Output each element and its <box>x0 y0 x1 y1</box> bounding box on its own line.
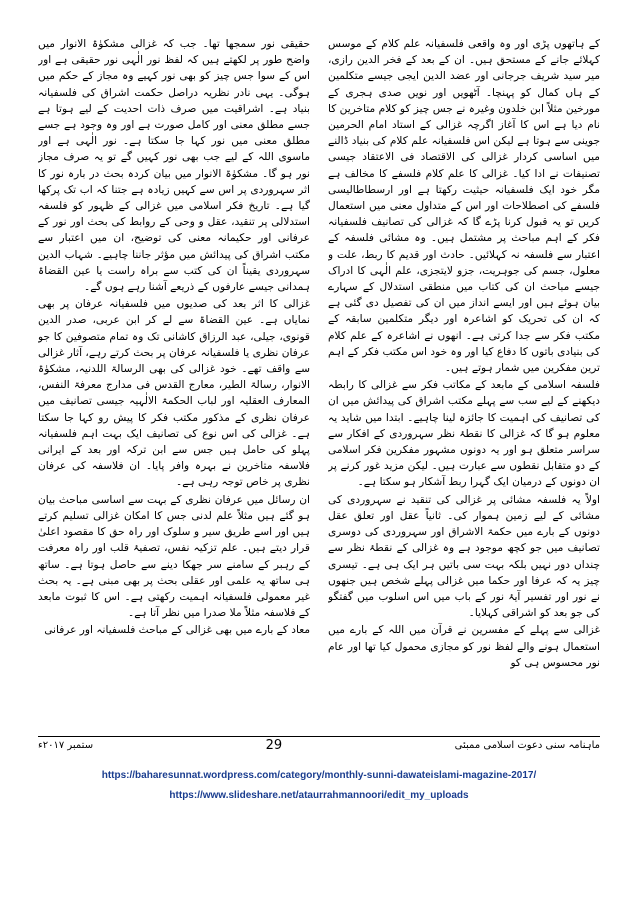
left-paragraph-2: غزالی کا اثر بعد کی صدیوں میں فلسفیانہ عرفان پر بھی نمایاں ہے۔ عین القضاۃ سے لے کر ابن عربی، صدر الدین قونوی، جیلی، عبد الرزاق کاشانی تک وہ تمام متصوفین کا جو عرفان نظری یا فلسفیانہ عرفان پر بحث کرتے رہے، آثار غزالی سے واقف تھے۔ خود غزالی کی بھی الرسالۃ اللدنیہ، مشکوٰۃ الانوار، رسالۃ الطیر، معارج القدس فی مدارج معرفۃ النفس، المعارف العقلیہ اور لباب الحکمۃ الالٰہیہ جیسی تصانیف میں عرفان نظری کے مذکور مکتب فکر کا پیش رو کہا جا سکتا ہے۔ غزالی کی اس نوع کی تصانیف ایک بہت اہم فلسفیانہ پہلو کی حامل ہیں جس سے ابن ترکہ اور بعد کے ایرانی فلاسفہ متاخرین نے بہرہ وافر پایا۔ ان فلاسفہ کی عرفان نظری پر خاص توجہ رہی ہے۔ <box>38 298 310 489</box>
page-number: 29 <box>265 737 283 753</box>
text-columns <box>38 36 600 726</box>
link-baharesunnat[interactable]: https://baharesunnat.wordpress.com/category/monthly-sunni-dawateislami-magazine-2017/ <box>101 770 537 781</box>
right-paragraph-2: فلسفہ اسلامی کے مابعد کے مکاتب فکر سے غزالی کا رابطہ دیکھنے کے لیے سب سے پہلے مکتب اشراق کی پیدائش میں ان کی تصانیف کی اہمیت کا جائزہ لینا چاہیے۔ ابتدا میں شاید یہ معلوم ہو گا کہ غزالی کا نقطۂ نظر سہروردی کے افکار سے سراسر متعلق ہو اور یہ دونوں مشہور مفکرین فکر اسلامی کے دو متقابل نقطوں سے عبارت ہیں۔ لیکن مزید غور کرنے پر ان دونوں کے درمیان ایک گہرا ربط آشکار ہو سکتا ہے۔ <box>328 379 600 489</box>
right-paragraph-1: کے ہاتھوں پڑی اور وہ واقعی فلسفیانہ علم کلام کے موسس کہلائے جانے کے مستحق ہیں۔ ان کے بعد کے فخر الدین رازی، میر سید شریف جرجانی اور عضد الدین ایجی جیسے متکلمین کے ہاں کمال کو پہنچا۔ آٹھویں اور نویں صدی ہجری کے مورخین مثلاً ابن خلدون وغیرہ نے جس چیز کو کلام متاخرین کا نام دیا ہے اس کا آغاز اگرچہ غزالی کے استاد امام الحرمین جوینی سے ہوتا ہے لیکن اس فلسفیانہ علم کلام کی بنیاد ڈالنے میں اساسی کردار غزالی کی الاقتصاد فی الاعتقاد جیسی تصنیفات نے ادا کیا۔ غزالی کا علم کلام فلسفے کا مخالف ہے مگر خود ایک فلسفیانہ حیثیت رکھتا ہے اور ارسطاطالیسی فلسفے کی اصطلاحات اور اس کے متداول معنی میں استعمال کریں تو یہ قبول کرنا پڑے گا کہ غزالی کی تصانیف فلسفیانہ فکر کے اہم مباحث پر مشتمل ہیں۔ وہ مشائی فلسفہ کے اعتبار سے فلسفہ نہ کہلائیں۔ حادث اور قدیم کا ربط، علت و معلول، جسم کی جوہریت، جزو لایتجزی، علم الٰہی کا ادراک جیسے مباحث ان کی کتاب میں منطقی استدلال کے سہارے بیان ہوئے ہیں اور ایسے انداز میں ان کی تفصیل دی گئی ہے کہ ان کی تحریک کو اشاعرہ اور دیگر متکلمین سابقہ کے مکتب فکر سے جدا کرتی ہے۔ انھوں نے اشاعرہ کے علم کلام کی بنیادی باتوں کا دفاع کیا اور وہ خود اس مکتب فکر کے اہم ترین مفکرین میں شمار ہوتے ہیں۔ <box>328 38 600 375</box>
source-links <box>0 770 638 810</box>
page-footer <box>38 736 600 753</box>
right-column <box>328 36 600 726</box>
left-column <box>38 36 310 726</box>
left-paragraph-4: معاد کے بارے میں بھی غزالی کے مباحث فلسفیانہ اور عرفانی <box>44 624 310 637</box>
left-paragraph-3: ان رسائل میں عرفان نظری کے بہت سے اساسی مباحث بیان ہو گئے ہیں مثلاً علم لدنی جس کا امکان غزالی تسلیم کرتے ہیں اور اسے طریق سیر و سلوک اور راہ حق کا مقصود اعلیٰ قرار دیتے ہیں۔ علم تزکیہ نفس، تصفیۂ قلب اور راہ معرفت کے رہبر کے سامنے سر جھکا دینے سے حاصل ہوتا ہے۔ ساتھ ہی ساتھ یہ علمی اور عقلی بحث پر بھی مبنی ہے۔ یہ بحث غیر معمولی فلسفیانہ اہمیت رکھتی ہے۔ اس کا ثبوت مابعد کے فلاسفہ مثلاً ملا صدرا میں نظر آتا ہے۔ <box>38 493 310 620</box>
left-paragraph-1: حقیقی نور سمجھا تھا۔ جب کہ غزالی مشکوٰۃ الانوار میں واضح طور پر لکھتے ہیں کہ لفظ نور الٰہی نور حقیقی ہے اور اس کے سوا جس چیز کو بھی نور کہیے وہ مجاز کے حکم میں ہوگی۔ یہی نادر نظریہ دراصل حکمت اشراق کی فلسفیانہ بنیاد ہے۔ اشراقیت میں صرف ذات احدیت کے لیے ہوتا ہے جسے مطلق معنی اور کامل صورت ہے اور وہ وجود ہے جسے مطلق معنی میں نور کہا جا سکتا ہے۔ نور الٰہی ہے اور ماسوی اللہ کے لیے جب بھی نور کہیں گے تو یہ صرف مجاز نور ہو گا۔ مشکوٰۃ الانوار میں بیان کردہ بحث در بارہ نور کا اثر سہروردی پر اس سے کہیں زیادہ ہے جتنا کہ اب تک پرکھا گیا ہے۔ تاریخ فکر اسلامی میں غزالی کے ظہور کو فلسفہ استدلالی پر تنقید، عقل و وحی کے روابط کی بحث اور نور کے عرفانی اور حکیمانہ معنی کی توضیح، ان میں اعتبار سے مکتب اشراق کی پیدائش میں مؤثر جاننا چاہیے۔ شہاب الدین سہروردی یقیناً ان کی کتب سے براہ راست یا عین القضاۃ ہمدانی جیسے عارفوں کے ذریعے آشنا رہے ہوں گے۔ <box>38 38 310 294</box>
footer-magazine-name: ماہنامہ سنی دعوت اسلامی ممبئی <box>454 739 600 751</box>
right-paragraph-3: اولاً یہ فلسفہ مشائی پر غزالی کی تنقید نے سہروردی کی مشائی کے لیے زمین ہموار کی۔ ثانیاً عقل اور تعلق عقل دونوں کے بارے میں حکمۃ الاشراق اور سہروردی کی دوسری تصانیف میں جو کچھ موجود ہے وہ غزالی کے نقطۂ نظر سے چنداں دور نہیں بلکہ بہت سی باتیں ہر ایک ہی ہے۔ تیسری چیز یہ کہ عرفا اور حکما میں غزالی پہلے شخص ہیں جنھوں نے نور اور تفسیر آیۂ نور کے باب میں اس اسلوب میں گفتگو کی جو بعد کو اشراقی کہلایا۔ <box>328 493 600 620</box>
right-paragraph-4: غزالی سے پہلے کے مفسرین نے قرآن میں اللہ کے بارے میں استعمال ہونے والے لفظ نور کو مجازی محمول کیا تھا اور عام نور محسوس ہی کو <box>328 624 600 669</box>
link-slideshare[interactable]: https://www.slideshare.net/ataurrahmannoori/edit_my_uploads <box>169 790 469 801</box>
footer-date: ستمبر ۲۰۱۷ء <box>38 739 94 751</box>
